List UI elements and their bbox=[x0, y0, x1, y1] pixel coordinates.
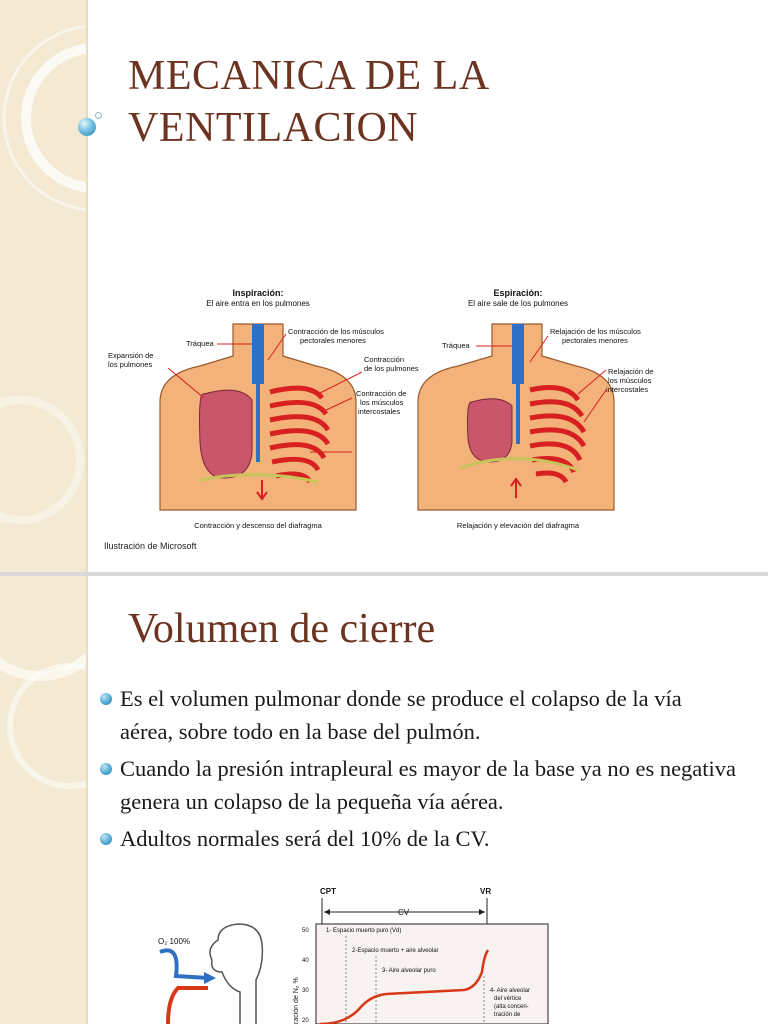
inspiration-trachea bbox=[252, 324, 264, 384]
phase-1-label: 1- Espacio muerto puro (Vd) bbox=[326, 928, 402, 934]
bullet-dot-icon bbox=[100, 763, 112, 775]
inspiration-heading: Inspiración: bbox=[232, 288, 284, 298]
decorative-circles bbox=[0, 0, 86, 572]
inspiration-lung bbox=[200, 390, 253, 478]
expiration-panel bbox=[418, 288, 653, 530]
bullet-item: Cuando la presión intrapleural es mayor de la base ya no es negativa genera un colapso de la pequeña vía aérea. bbox=[100, 752, 740, 818]
inspiration-label-pectorales-1: Contracción de los músculos bbox=[288, 327, 384, 336]
inspiration-label-expansion-2: los pulmones bbox=[108, 360, 153, 369]
inspiration-label-intercostales-3: intercostales bbox=[358, 407, 401, 416]
expiration-trachea bbox=[512, 324, 524, 384]
decorative-circles-2 bbox=[0, 576, 86, 1024]
phase-2-label: 2-Espacio muerto + aire alveolar bbox=[352, 948, 439, 954]
decorative-side-band-2 bbox=[0, 576, 86, 1024]
y-tick-20: 20 bbox=[302, 1018, 309, 1024]
inspiration-label-contraccion-1: Contracción bbox=[364, 355, 405, 364]
title-bullet-ornament bbox=[78, 118, 96, 136]
title-bullet-ornament-small bbox=[95, 112, 102, 119]
closing-volume-figure bbox=[150, 880, 570, 1024]
expiration-label-traquea: Tráquea bbox=[442, 341, 470, 350]
inspiration-caption: Contracción y descenso del diafragma bbox=[194, 521, 322, 530]
expiration-label-pectorales-1: Relajación de los músculos bbox=[550, 327, 641, 336]
o2-airflow-arrow bbox=[160, 950, 208, 978]
expiration-caption: Relajación y elevación del diafragma bbox=[456, 521, 580, 530]
bullet-item: Es el volumen pulmonar donde se produce el colapso de la vía aérea, sobre todo en la base del pulmón. bbox=[100, 682, 740, 748]
o2-arrow-head-icon bbox=[204, 972, 216, 984]
y-tick-30: 30 bbox=[302, 988, 309, 994]
expiration-label-pectorales-2: pectorales menores bbox=[562, 336, 628, 345]
side-divider bbox=[86, 0, 88, 572]
phase-4-label-2: del vértice bbox=[494, 996, 522, 1002]
exhaled-airflow-arrow bbox=[168, 988, 208, 1024]
breathing-mechanics-illustration bbox=[100, 282, 680, 552]
vr-label: VR bbox=[480, 887, 492, 896]
expiration-label-intercostales-3: intercostales bbox=[606, 385, 649, 394]
section-title: Volumen de cierre bbox=[128, 606, 436, 652]
phase-4-label-4: tración de bbox=[494, 1012, 521, 1018]
inspiration-label-expansion-1: Expansión de bbox=[108, 351, 154, 360]
head-outline bbox=[210, 924, 262, 1024]
y-tick-40: 40 bbox=[302, 958, 309, 964]
inspiration-label-intercostales-2: los músculos bbox=[360, 398, 404, 407]
decorative-side-band bbox=[0, 0, 86, 572]
expiration-label-intercostales-2: los músculos bbox=[608, 376, 652, 385]
figure-credit: Ilustración de Microsoft bbox=[104, 541, 197, 551]
title-line-1: MECANICA DE LA bbox=[128, 53, 490, 99]
o2-label: O₂ 100% bbox=[158, 937, 191, 946]
inspiration-label-traquea: Tráquea bbox=[186, 339, 214, 348]
phase-3-label: 3- Aire alveolar puro bbox=[382, 968, 436, 974]
cv-label: CV bbox=[398, 908, 410, 917]
bullet-dot-icon bbox=[100, 693, 112, 705]
expiration-label-intercostales-1: Relajación de bbox=[608, 367, 654, 376]
y-axis-label: ración de N₂ % bbox=[293, 977, 300, 1024]
bullet-item: Adultos normales será del 10% de la CV. bbox=[100, 822, 740, 855]
expiration-heading: Espiración: bbox=[493, 288, 543, 298]
slide-title bbox=[128, 50, 728, 154]
phase-4-label-3: (alta concen- bbox=[494, 1004, 529, 1010]
bullet-dot-icon bbox=[100, 833, 112, 845]
expiration-subheading: El aire sale de los pulmones bbox=[467, 299, 569, 308]
inspiration-label-intercostales-1: Contracción de bbox=[356, 389, 407, 398]
title-line-2: VENTILACION bbox=[128, 105, 419, 151]
expiration-lung bbox=[468, 399, 513, 462]
y-tick-50: 50 bbox=[302, 928, 309, 934]
inspiration-label-pectorales-2: pectorales menores bbox=[300, 336, 366, 345]
cpt-label: CPT bbox=[320, 887, 336, 896]
bullet-list bbox=[100, 682, 740, 859]
inspiration-panel bbox=[108, 288, 419, 530]
inspiration-subheading: El aire entra en los pulmones bbox=[206, 299, 310, 308]
inspiration-label-contraccion-2: de los pulmones bbox=[364, 364, 419, 373]
side-divider-2 bbox=[86, 576, 88, 1024]
phase-4-label-1: 4- Aire alveolar bbox=[490, 988, 531, 994]
